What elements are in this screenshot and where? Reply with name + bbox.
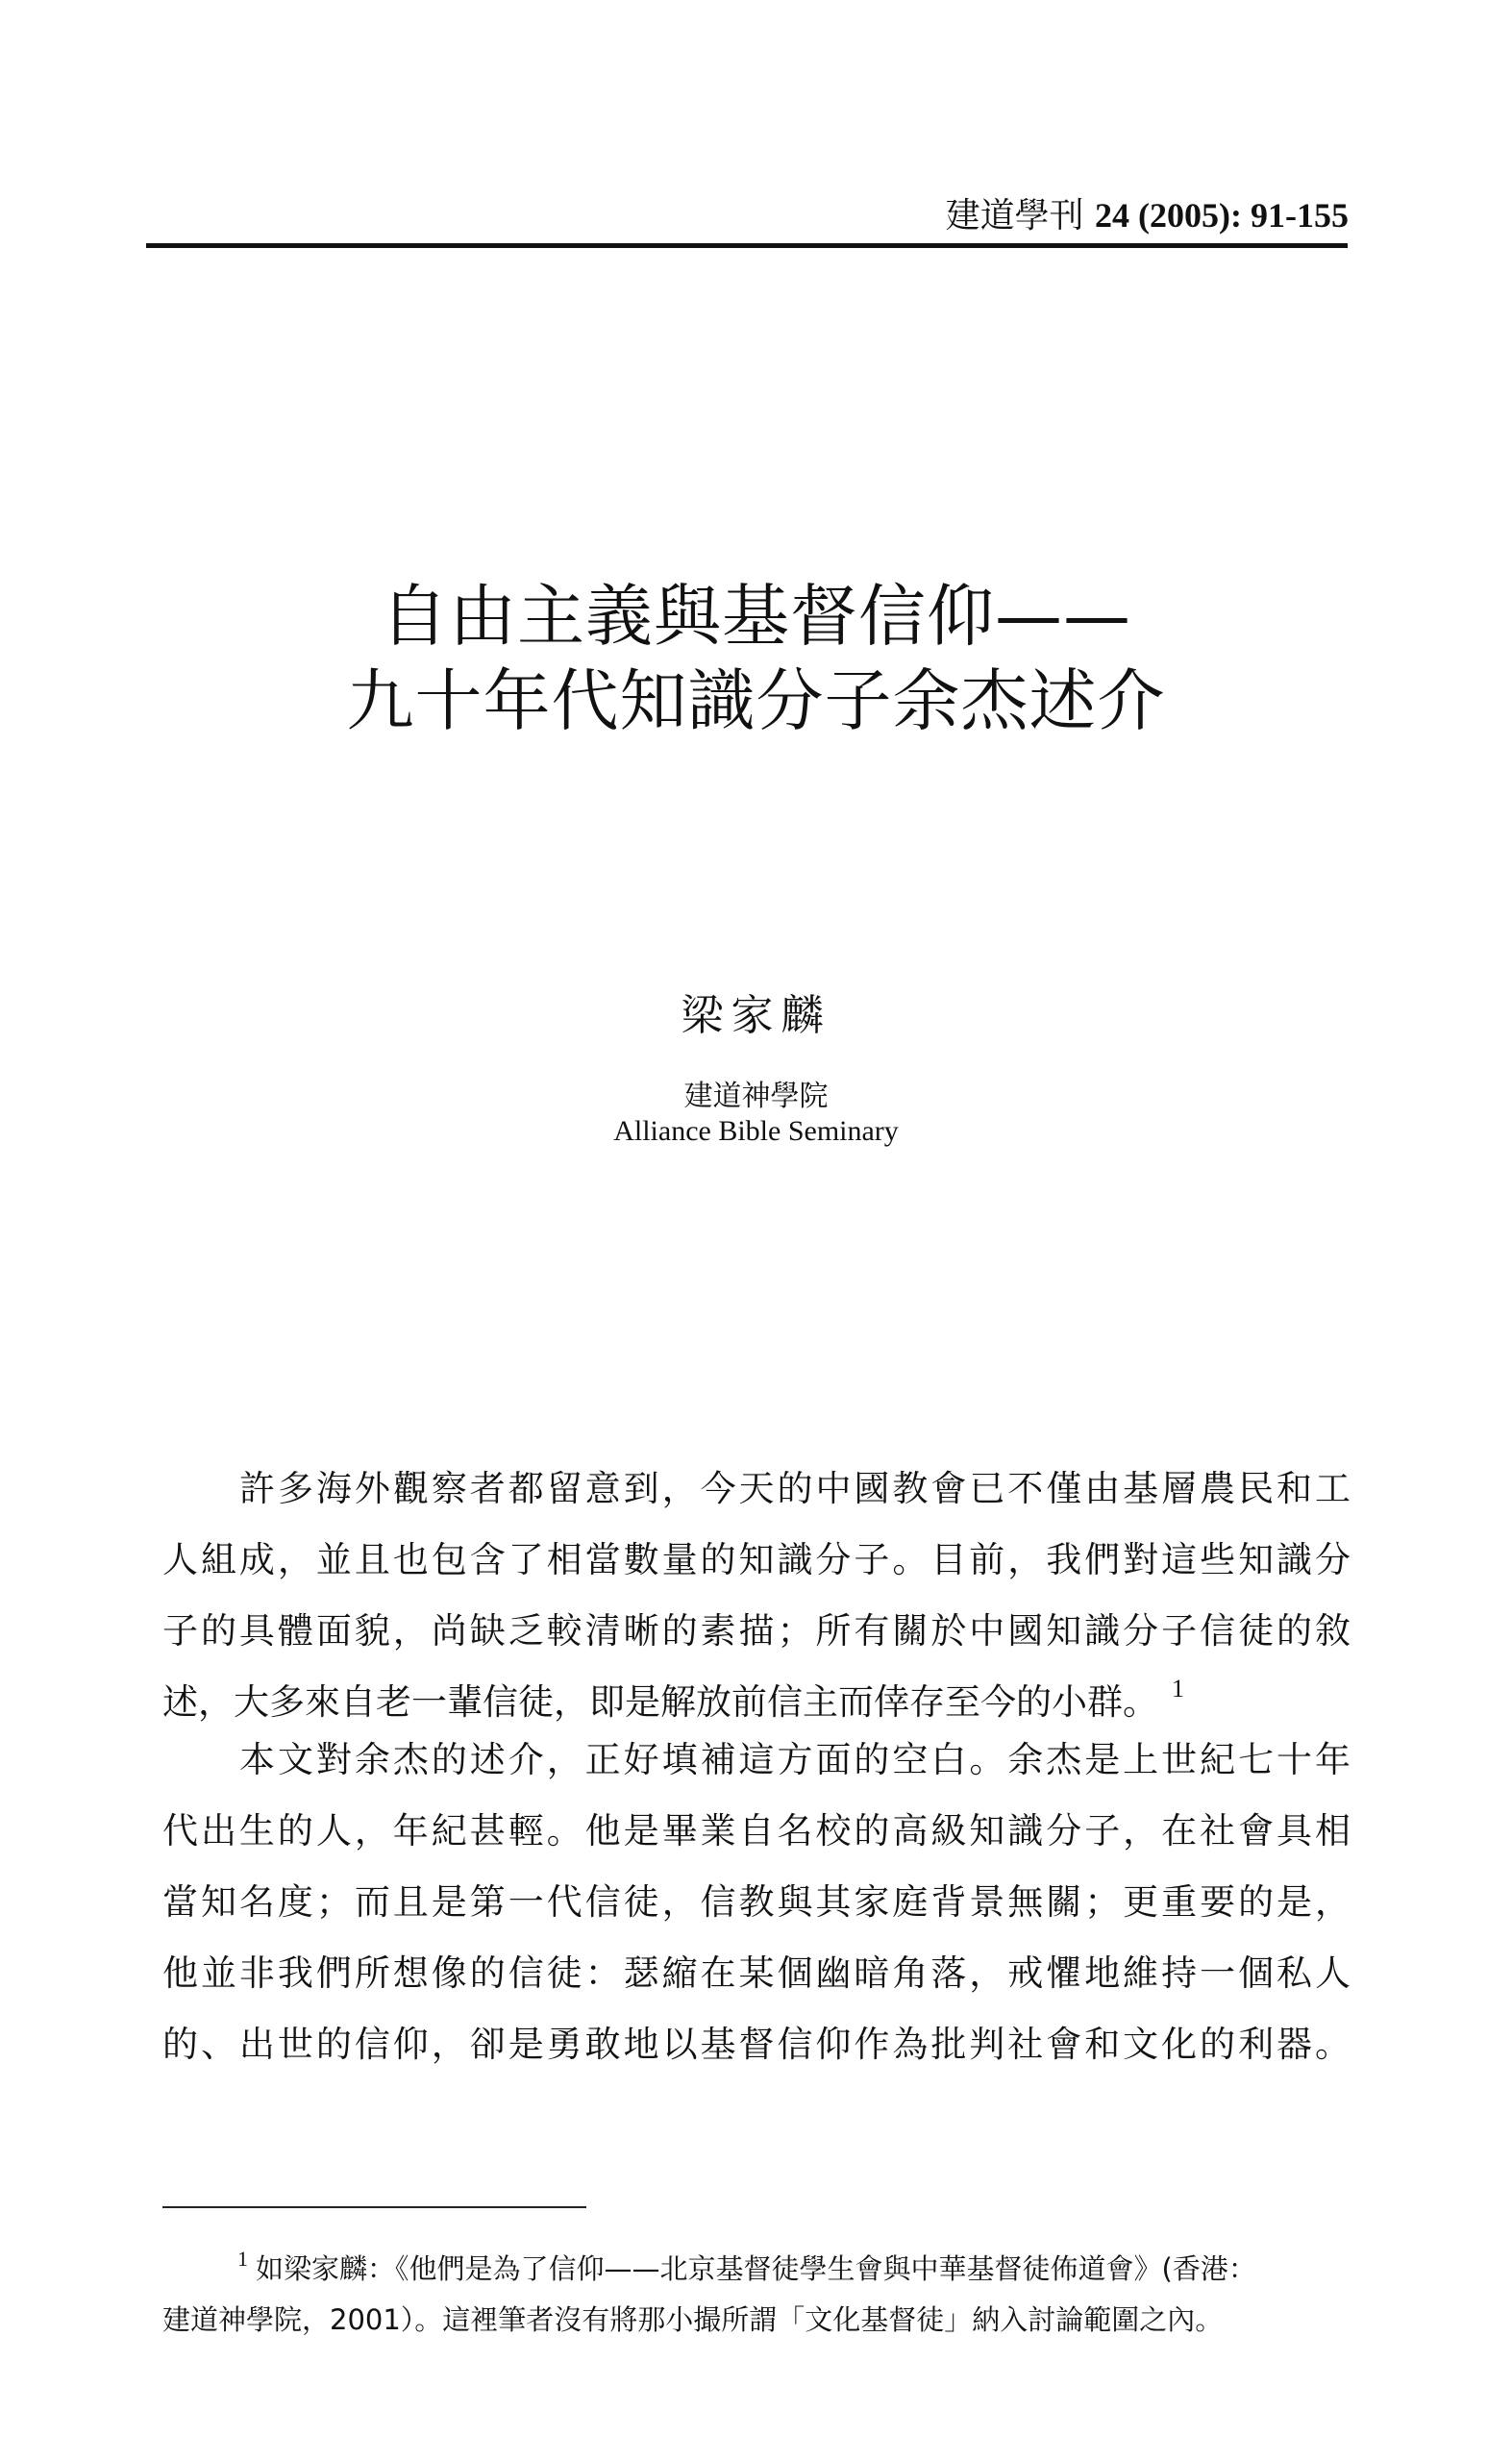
body-line [162, 1675, 1351, 1726]
body-line: 子的具體面貌，尚缺乏較清晰的素描；所有關於中國知識分子信徒的敘 [162, 1610, 1351, 1652]
body-line: 人組成，並且也包含了相當數量的知識分子。目前，我們對這些知識分 [162, 1539, 1351, 1580]
body-text: 述，大多來自老一輩信徒，即是解放前信主而倖存至今的小群。 [162, 1681, 1158, 1723]
footnote-line [162, 2247, 1351, 2288]
title-line-2: 九十年代知識分子余杰述介 [346, 661, 1166, 740]
body-line: 許多海外觀察者都留意到，今天的中國教會已不僅由基層農民和工 [239, 1468, 1351, 1509]
header-rule [146, 243, 1348, 248]
footnote-text: 如梁家麟：《他們是為了信仰——北京基督徒學生會與中華基督徒佈道會》(香港： [256, 2252, 1256, 2285]
journal-name: 建道學刊 [945, 196, 1084, 236]
body-line: 當知名度；而且是第一代信徒，信教與其家庭背景無關；更重要的是， [162, 1881, 1351, 1923]
body-line: 的、出世的信仰，卻是勇敢地以基督信仰作為批判社會和文化的利器。 [162, 2024, 1351, 2065]
footnote-line: 建道神學院，2001）。這裡筆者沒有將那小撮所謂「文化基督徒」納入討論範圍之內。 [162, 2303, 1224, 2336]
affiliation-zh: 建道神學院 [683, 1081, 829, 1112]
footnote-ref[interactable]: 1 [1172, 1675, 1184, 1703]
journal-volume: 24 (2005): 91-155 [1095, 196, 1349, 235]
journal-citation [946, 188, 1349, 237]
body-line: 他並非我們所想像的信徒：瑟縮在某個幽暗角落，戒懼地維持一個私人 [162, 1952, 1351, 1994]
affiliation-en: Alliance Bible Seminary [613, 1115, 899, 1147]
author-name: 梁家麟 [681, 991, 831, 1040]
body-line: 本文對余杰的述介，正好填補這方面的空白。余杰是上世紀七十年 [239, 1739, 1351, 1780]
footnote-rule [162, 2206, 586, 2208]
footnote-number: 1 [237, 2247, 248, 2271]
title-line-1: 自由主義與基督信仰—— [381, 577, 1131, 656]
body-line: 代出生的人，年紀甚輕。他是畢業自名校的高級知識分子，在社會具相 [162, 1810, 1351, 1852]
